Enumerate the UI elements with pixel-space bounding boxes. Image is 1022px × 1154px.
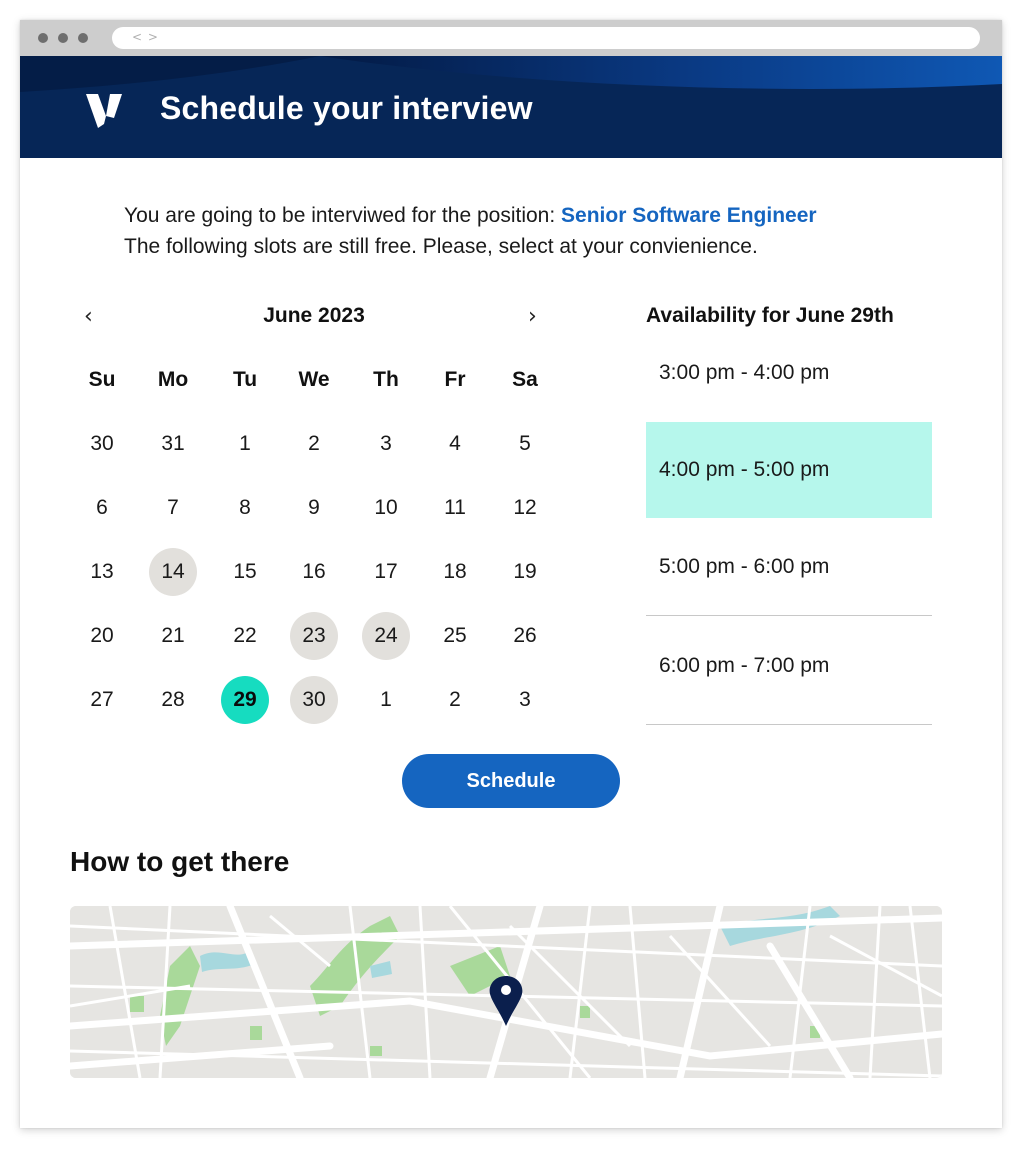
calendar-day[interactable]: 3 xyxy=(519,688,531,711)
weekday-sa: Sa xyxy=(512,368,538,391)
calendar-day[interactable]: 6 xyxy=(96,496,108,519)
calendar-month-title: June 2023 xyxy=(263,304,365,327)
weekday-th: Th xyxy=(373,368,399,391)
page-title: Schedule your interview xyxy=(160,90,533,126)
calendar-day[interactable]: 1 xyxy=(380,688,392,711)
interview-intro xyxy=(124,200,817,262)
calendar-day[interactable]: 29 xyxy=(221,676,269,724)
calendar-day[interactable]: 10 xyxy=(374,496,398,519)
calendar-day[interactable]: 13 xyxy=(90,560,114,583)
time-slot[interactable]: 5:00 pm - 6:00 pm xyxy=(646,518,932,616)
weekday-tu: Tu xyxy=(232,368,258,391)
calendar-day[interactable]: 9 xyxy=(308,496,320,519)
calendar-day[interactable]: 30 xyxy=(290,676,338,724)
calendar-day[interactable]: 17 xyxy=(374,560,398,583)
window-dot-icon[interactable] xyxy=(58,33,68,43)
chevron-left-icon[interactable]: ‹ xyxy=(84,304,93,329)
calendar-day[interactable]: 2 xyxy=(308,432,320,455)
calendar-day[interactable]: 21 xyxy=(161,624,185,647)
calendar-day[interactable]: 4 xyxy=(449,432,461,455)
browser-window xyxy=(20,20,1002,1128)
calendar-day[interactable]: 5 xyxy=(519,432,531,455)
calendar-day[interactable]: 2 xyxy=(449,688,461,711)
calendar-day[interactable]: 15 xyxy=(233,560,257,583)
weekday-su: Su xyxy=(88,368,116,391)
calendar-day[interactable]: 22 xyxy=(233,624,257,647)
calendar-day[interactable]: 20 xyxy=(90,624,114,647)
directions-title: How to get there xyxy=(70,846,290,877)
calendar-day[interactable]: 25 xyxy=(443,624,467,647)
time-slot[interactable]: 6:00 pm - 7:00 pm xyxy=(646,617,932,725)
calendar-day[interactable]: 7 xyxy=(167,496,179,519)
calendar-day[interactable]: 16 xyxy=(302,560,326,583)
position-title: Senior Software Engineer xyxy=(561,204,817,227)
calendar-day[interactable]: 30 xyxy=(90,432,114,455)
calendar-day[interactable]: 19 xyxy=(513,560,537,583)
time-slot[interactable]: 4:00 pm - 5:00 pm xyxy=(646,422,932,518)
calendar-day[interactable]: 31 xyxy=(161,432,185,455)
calendar-day[interactable]: 24 xyxy=(362,612,410,660)
address-bar[interactable] xyxy=(112,27,980,49)
calendar-day[interactable]: 3 xyxy=(380,432,392,455)
map-graphic[interactable] xyxy=(70,906,942,1078)
time-slot[interactable]: 3:00 pm - 4:00 pm xyxy=(659,361,830,384)
v-logo-icon xyxy=(84,90,124,130)
location-map[interactable] xyxy=(70,906,942,1078)
weekday-fr: Fr xyxy=(444,368,466,391)
weekday-we: We xyxy=(298,368,330,391)
calendar-day[interactable]: 14 xyxy=(149,548,197,596)
weekday-mo: Mo xyxy=(157,368,189,391)
calendar-day[interactable]: 11 xyxy=(444,496,466,519)
intro-prefix: You are going to be interviwed for the position: xyxy=(124,204,562,227)
intro-line-position xyxy=(124,200,817,231)
calendar-day[interactable]: 28 xyxy=(161,688,185,711)
calendar-day[interactable]: 12 xyxy=(513,496,537,519)
calendar-day[interactable]: 23 xyxy=(290,612,338,660)
calendar-day[interactable]: 27 xyxy=(90,688,114,711)
page-header xyxy=(20,56,1002,158)
calendar-day[interactable]: 26 xyxy=(513,624,537,647)
window-dot-icon[interactable] xyxy=(38,33,48,43)
availability-title: Availability for June 29th xyxy=(646,304,894,327)
code-icon: < > xyxy=(132,30,159,44)
calendar-day[interactable]: 18 xyxy=(443,560,467,583)
browser-chrome xyxy=(20,20,1002,56)
window-dot-icon[interactable] xyxy=(78,33,88,43)
intro-line-slots: The following slots are still free. Please, select at your convienience. xyxy=(124,235,758,258)
calendar-day[interactable]: 8 xyxy=(239,496,251,519)
calendar-day[interactable]: 1 xyxy=(239,432,251,455)
schedule-button[interactable]: Schedule xyxy=(402,754,620,808)
chevron-right-icon[interactable]: › xyxy=(528,304,537,329)
